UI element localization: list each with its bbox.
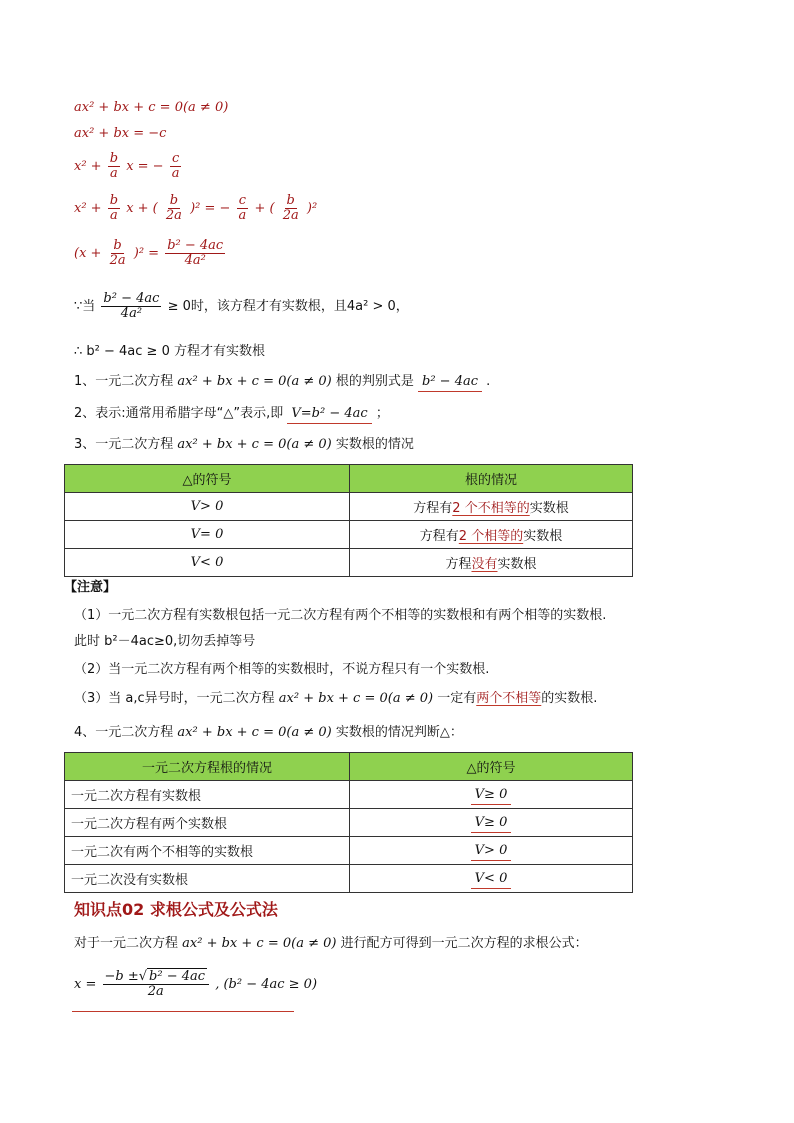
numerator: b² − 4ac: [103, 291, 160, 306]
numerator: b: [113, 238, 122, 253]
fraction-b-over-a: [108, 152, 120, 181]
item-2-pre: 2、表示:通常用希腊字母“△”表示,即: [74, 406, 284, 421]
sqrt-symbol: √: [138, 969, 148, 984]
root-case-cell: [350, 521, 633, 549]
table-row: [65, 809, 633, 837]
section-intro: [74, 935, 588, 953]
table-row: [65, 781, 633, 809]
denominator: 2a: [147, 984, 164, 999]
section-title: 知识点02 求根公式及公式法: [74, 900, 278, 919]
discriminant-answer: b² − 4ac: [418, 374, 482, 392]
blank-answer: V< 0: [471, 871, 512, 889]
delta-sign-cell: V= 0: [65, 521, 350, 549]
quadratic-formula: [74, 970, 317, 999]
delta-sign-cell: [350, 809, 633, 837]
cell-text: 实数根: [523, 529, 563, 544]
root-case-cell: 一元二次没有实数根: [65, 865, 350, 893]
cell-text: 实数根: [497, 557, 537, 572]
root-case-cell: [350, 549, 633, 577]
note-2: （2）当一元二次方程有两个相等的实数根时，不说方程只有一个实数根.: [74, 662, 490, 677]
formula-underline: [72, 1011, 294, 1012]
derivation-line-5: [74, 239, 227, 268]
delta-sign-cell: [350, 781, 633, 809]
numerator: b: [109, 151, 119, 166]
reason-line: [74, 292, 409, 321]
blank-answer: V≥ 0: [471, 815, 512, 833]
delta-sign-cell: V> 0: [65, 493, 350, 521]
formula-x: x =: [74, 977, 97, 992]
expr-part: )² = −: [190, 201, 231, 216]
table-row: [65, 521, 633, 549]
table-header-row: [65, 753, 633, 781]
blank-answer: V≥ 0: [471, 787, 512, 805]
item-2: [74, 405, 389, 423]
intro-pre: 对于一元二次方程: [74, 936, 179, 951]
delta-judgement-table: [64, 752, 633, 893]
fraction-b-over-a: [108, 194, 120, 223]
delta-definition-answer: V=b² − 4ac: [287, 406, 371, 424]
item-2-end: ；: [375, 406, 389, 421]
delta-sign-cell: [350, 837, 633, 865]
numerator: b: [169, 193, 179, 208]
equation: ax² + bx + c = 0(a ≠ 0): [177, 374, 332, 389]
fraction-b-over-2a: [164, 194, 184, 223]
note-3-end: 的实数根.: [541, 691, 598, 706]
expr-part: x² +: [74, 159, 102, 174]
table-header-cell: △的符号: [65, 465, 350, 493]
denominator: 2a: [165, 208, 182, 223]
denominator: a: [238, 208, 247, 223]
numerator: [103, 970, 210, 985]
root-case-cell: 一元二次方程有实数根: [65, 781, 350, 809]
denominator: a: [171, 166, 180, 181]
table-row: [65, 865, 633, 893]
blank-answer: 2 个相等的: [458, 529, 524, 544]
formula-fraction: [103, 970, 210, 999]
item-4-pre: 4、一元二次方程: [74, 725, 174, 740]
note-1b: 此时 b²－4ac≥0,切勿丢掉等号: [74, 634, 256, 649]
expr-part: (x +: [74, 246, 102, 261]
formula-num-prefix: −b ±: [104, 969, 139, 984]
table-row: [65, 493, 633, 521]
note-3-pre: （3）当 a,c异号时，一元二次方程: [74, 691, 275, 706]
item-3-pre: 3、一元二次方程: [74, 437, 174, 452]
blank-answer: 两个不相等: [476, 691, 542, 706]
reason-rest: ≥ 0时，该方程才有实数根，且4a² > 0，: [167, 299, 409, 314]
expr-part: x = −: [126, 159, 164, 174]
numerator: b² − 4ac: [167, 238, 224, 253]
blank-answer: V> 0: [471, 843, 512, 861]
numerator: b: [286, 193, 295, 208]
note-3: [74, 690, 597, 708]
expr-part: )²: [306, 201, 318, 216]
note-1: （1）一元二次方程有实数根包括一元二次方程有两个不相等的实数根和有两个相等的实数根.: [74, 608, 607, 623]
delta-sign-cell: [350, 865, 633, 893]
table-header-cell: 一元二次方程根的情况: [65, 753, 350, 781]
derivation-line-2: ax² + bx = −c: [74, 126, 167, 141]
fraction-b-over-2a: [108, 239, 128, 268]
blank-answer: 没有: [471, 557, 498, 572]
table-header-cell: 根的情况: [350, 465, 633, 493]
therefore-line: ∴ b² − 4ac ≥ 0 方程才有实数根: [74, 344, 265, 359]
expr-part: + (: [254, 201, 275, 216]
item-1: [74, 373, 490, 391]
root-case-cell: 一元二次方程有两个实数根: [65, 809, 350, 837]
because-text: ∵当: [74, 299, 96, 314]
cell-text: 方程: [445, 557, 472, 572]
denominator: 4a²: [120, 306, 143, 321]
numerator: b: [109, 193, 119, 208]
cell-text: 方程有: [413, 501, 453, 516]
cell-text: 实数根: [529, 501, 569, 516]
equation: ax² + bx + c = 0(a ≠ 0): [177, 437, 332, 452]
root-case-cell: [350, 493, 633, 521]
root-case-cell: 一元二次有两个不相等的实数根: [65, 837, 350, 865]
derivation-line-1: ax² + bx + c = 0(a ≠ 0): [74, 100, 229, 115]
table-header-row: [65, 465, 633, 493]
derivation-line-4: [74, 194, 317, 223]
table-header-cell: △的符号: [350, 753, 633, 781]
item-1-mid: 根的判别式是: [335, 374, 414, 389]
fraction-discriminant-over-4a2: [101, 292, 161, 321]
formula-radicand: b² − 4ac: [149, 969, 206, 984]
intro-end: 进行配方可得到一元二次方程的求根公式：: [340, 936, 588, 951]
denominator: a: [110, 208, 118, 223]
expr-part: x + (: [126, 201, 158, 216]
numerator: c: [238, 193, 247, 208]
denominator: 2a: [109, 253, 126, 268]
denominator: a: [110, 166, 118, 181]
note-title: 【注意】: [64, 580, 117, 595]
denominator: 2a: [282, 208, 299, 223]
expr-part: x² +: [74, 201, 102, 216]
item-1-end: .: [486, 374, 491, 389]
formula-condition: , (b² − 4ac ≥ 0): [215, 977, 318, 992]
fraction-c-over-a: [170, 152, 182, 181]
equation: ax² + bx + c = 0(a ≠ 0): [278, 691, 434, 706]
delta-sign-cell: V< 0: [65, 549, 350, 577]
table-row: [65, 837, 633, 865]
item-1-pre: 1、一元二次方程: [74, 374, 174, 389]
note-3-mid: 一定有: [437, 691, 477, 706]
denominator: 4a²: [184, 253, 206, 268]
table-row: [65, 549, 633, 577]
item-3-end: 实数根的情况: [335, 437, 414, 452]
item-4: [74, 724, 463, 742]
item-4-end: 实数根的情况判断△：: [335, 725, 463, 740]
fraction-discriminant-over-4a2: [165, 239, 225, 268]
expr-part: )² =: [133, 246, 160, 261]
cell-text: 方程有: [419, 529, 459, 544]
equation: ax² + bx + c = 0(a ≠ 0): [182, 936, 337, 951]
fraction-b-over-2a: [281, 194, 301, 223]
blank-answer: 2 个不相等的: [452, 501, 530, 516]
root-cases-table: [64, 464, 633, 577]
equation: ax² + bx + c = 0(a ≠ 0): [177, 725, 332, 740]
fraction-c-over-a: [237, 194, 249, 223]
derivation-line-3: [74, 152, 183, 181]
numerator: c: [171, 151, 180, 166]
item-3: [74, 436, 414, 454]
